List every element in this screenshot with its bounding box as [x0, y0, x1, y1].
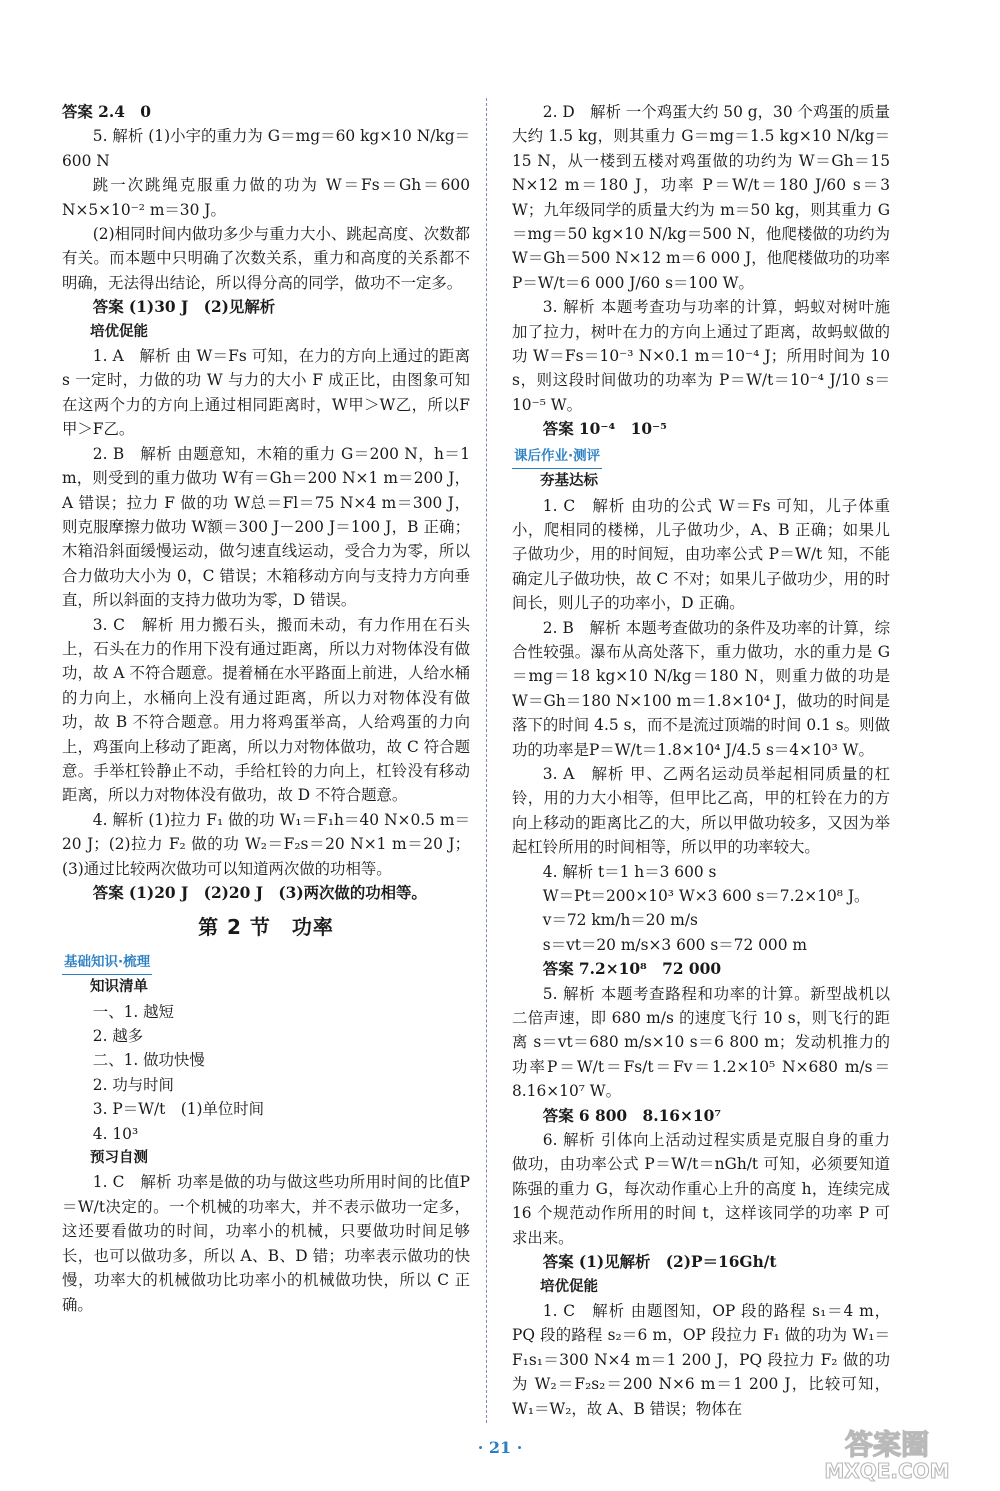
watermark-logo [782, 1424, 992, 1484]
answer-line: 答案 6 800 8.16×10⁷ [542, 1106, 722, 1125]
paragraph: 4. 解析 t＝1 h＝3 600 s [542, 862, 717, 881]
paragraph: 3. P＝W/t (1)单位时间 [92, 1100, 265, 1119]
subheading: 预习自测 [90, 1150, 148, 1167]
paragraph: 5. 解析 本题考查路程和功率的计算。新型战机以二倍声速，即 680 m/s 的速度飞行 10 s，则飞行的距离 s＝vt＝680 m/s×10 s＝6 800 m；发动机推力的功率P＝W/t＝Fs/t＝Fv＝1.2×10⁵ N×680 m/s＝8.16×10⁷ W。 [512, 984, 890, 1101]
paragraph: 2. 越多 [92, 1027, 144, 1046]
answer-line: 答案 (1)30 J (2)见解析 [92, 298, 276, 317]
watermark-graphic [782, 1424, 992, 1484]
paragraph: 1. C 解析 功率是做的功与做这些功所用时间的比值P＝W/t决定的。一个机械的功率大，并不表示做功一定多，这还要看做功的时间，功率小的机械，只要做功时间足够长，也可以做功多，所以 A、B、D 错；功率表示做功的快慢，功率大的机械做功比功率小的机械做功快，所以 C 正确。 [62, 1173, 470, 1314]
section-band: 基础知识·梳理 [62, 950, 152, 975]
paragraph: 2. 功与时间 [92, 1075, 174, 1094]
subheading: 培优促能 [540, 1278, 598, 1295]
subheading: 培优促能 [90, 323, 148, 340]
answer-line: 答案 10⁻⁴ 10⁻⁵ [542, 420, 667, 439]
paragraph: v＝72 km/h＝20 m/s [542, 911, 698, 930]
paragraph: 3. 解析 本题考查功与功率的计算，蚂蚁对树叶施加了拉力，树叶在力的方向上通过了距离，故蚂蚁做的功 W＝Fs＝10⁻³ N×0.1 m＝10⁻⁴ J；所用时间为 10 s，则这段时间做功的功率为 P＝W/t＝10⁻⁴ J/10 s＝10⁻⁵ W。 [512, 298, 890, 414]
paragraph: 二、1. 做功快慢 [92, 1051, 205, 1070]
paragraph: 2. B 解析 本题考查做功的条件及功率的计算，综合性较强。瀑布从高处落下，重力做功，水的重力是 G＝mg＝18 kg×10 N/kg＝180 N，则重力做的功是 W＝Gh＝180 N×100 m＝1.8×10⁴ J，做功的时间是落下的时间 4.5 s，而不是流过顶端的时间 0.1 s。则做功的功率是P＝W/t＝1.8×10⁴ J/4.5 s＝4×10³ W。 [512, 618, 890, 759]
left-column [62, 100, 470, 1317]
paragraph: 1. A 解析 由 W＝Fs 可知，在力的方向上通过的距离 s 一定时，力做的功 W 与力的大小 F 成正比，由图象可知在这两个力的方向上通过相同距离时，W甲＞W乙，所以F甲＞F乙。 [62, 347, 470, 439]
paragraph: 4. 10³ [92, 1124, 139, 1143]
section-band: 课后作业·测评 [512, 444, 602, 469]
paragraph: (2)相同时间内做功多少与重力大小、跳起高度、次数都有关。而本题中只明确了次数关系，重力和高度的关系都不明确，无法得出结论，所以得分高的同学，做功不一定多。 [62, 225, 470, 292]
paragraph: 3. C 解析 用力搬石头，搬而未动，有力作用在石头上，石头在力的作用下没有通过距离，所以力对物体没有做功，故 A 不符合题意。提着桶在水平路面上前进，人给水桶的力向上，水桶向上没有通过距离，所以力对物体没有做功，故 B 不符合题意。用力将鸡蛋举高，人给鸡蛋的力向上，鸡蛋向上移动了距离，所以力对物体做功，故 C 符合题意。手举杠铃静止不动，手给杠铃的力向上，杠铃没有移动距离，所以力对物体没有做功，故 D 不符合题意。 [62, 615, 470, 805]
answer-line: 答案 (1)见解析 (2)P＝16Gh/t [542, 1253, 777, 1272]
watermark-url: MXQE.COM [824, 1459, 950, 1483]
paragraph: 1. C 解析 由功的公式 W＝Fs 可知，儿子体重小，爬相同的楼梯，儿子做功少，A、B 正确；如果儿子做功少，用的时间短，由功率公式 P＝W/t 知，不能确定儿子做功快，故 C 不对；如果儿子做功少，用的时间长，则儿子的功率小，D 正确。 [512, 496, 890, 613]
paragraph: 一、1. 越短 [92, 1002, 174, 1021]
answer-line: 答案 2.4 0 [62, 103, 152, 121]
paragraph: s＝vt＝20 m/s×3 600 s＝72 000 m [542, 935, 807, 954]
answer-line: 答案 (1)20 J (2)20 J (3)两次做的功相等。 [92, 884, 427, 902]
paragraph: 4. 解析 (1)拉力 F₁ 做的功 W₁＝F₁h＝40 N×0.5 m＝20 J；(2)拉力 F₂ 做的功 W₂＝F₂s＝20 N×1 m＝20 J；(3)通过比较两次做功可以知道两次做的功相等。 [62, 810, 470, 878]
paragraph: 2. D 解析 一个鸡蛋大约 50 g，30 个鸡蛋的质量大约 1.5 kg，则其重力 G＝mg＝1.5 kg×10 N/kg＝15 N，从一楼到五楼对鸡蛋做的功约为 W＝Gh＝15 N×12 m＝180 J，功率 P＝W/t＝180 J/60 s＝3 W；九年级同学的质量大约为 m＝50 kg，则其重力 G＝mg＝50 kg×10 N/kg＝500 N，他爬楼做的功约为 W＝Gh＝500 N×12 m＝6 000 J，他爬楼做功的功率 P＝W/t＝6 000 J/60 s＝100 W。 [512, 103, 890, 292]
page-number: · 21 · [477, 1438, 523, 1457]
section-title: 第 2 节 功率 [198, 915, 334, 940]
watermark-text: 答案圈 [844, 1428, 930, 1461]
subheading: 夯基达标 [540, 473, 598, 490]
paragraph: 6. 解析 引体向上活动过程实质是克服自身的重力做功，由功率公式 P＝W/t＝nGh/t 可知，必须要知道陈强的重力 G，每次动作重心上升的高度 h，连续完成 16 个规范动作所用的时间 t，这样该同学的功率 P 可求出来。 [512, 1131, 890, 1247]
paragraph: 3. A 解析 甲、乙两名运动员举起相同质量的杠铃，用的力大小相等，但甲比乙高，甲的杠铃在力的方向上移动的距离比乙的大，所以甲做功较多，又因为举起杠铃所用的时间相等，所以甲的功率较大。 [512, 764, 890, 857]
column-divider [486, 98, 487, 1423]
paragraph: 2. B 解析 由题意知，木箱的重力 G＝200 N，h＝1 m，则受到的重力做功 W有＝Gh＝200 N×1 m＝200 J，A 错误；拉力 F 做的功 W总＝Fl＝75 N×4 m＝300 J，则克服摩擦力做功 W额＝300 J－200 J＝100 J，B 正确；木箱沿斜面缓慢运动，做匀速直线运动，受合力为零，所以合力做功大小为 0，C 错误；木箱移动方向与支持力方向垂直，所以斜面的支持力做功为零，D 错误。 [62, 444, 470, 610]
paragraph: 跳一次跳绳克服重力做的功为 W＝Fs＝Gh＝600 N×5×10⁻² m＝30 J。 [62, 176, 470, 219]
right-column [512, 100, 890, 1421]
answer-line: 答案 7.2×10⁸ 72 000 [542, 960, 722, 979]
paragraph: 5. 解析 (1)小宇的重力为 G＝mg＝60 kg×10 N/kg＝600 N [62, 127, 470, 170]
subheading: 知识清单 [90, 979, 148, 996]
paragraph: W＝Pt＝200×10³ W×3 600 s＝7.2×10⁸ J。 [542, 887, 870, 905]
paragraph: 1. C 解析 由题图知，OP 段的路程 s₁＝4 m，PQ 段的路程 s₂＝6 m，OP 段拉力 F₁ 做的功为 W₁＝F₁s₁＝300 N×4 m＝1 200 J，PQ 段拉力 F₂ 做的功为 W₂＝F₂s₂＝200 N×6 m＝1 200 J，比较可知，W₁＝W₂，故 A、B 错误；物体在 [512, 1301, 890, 1418]
